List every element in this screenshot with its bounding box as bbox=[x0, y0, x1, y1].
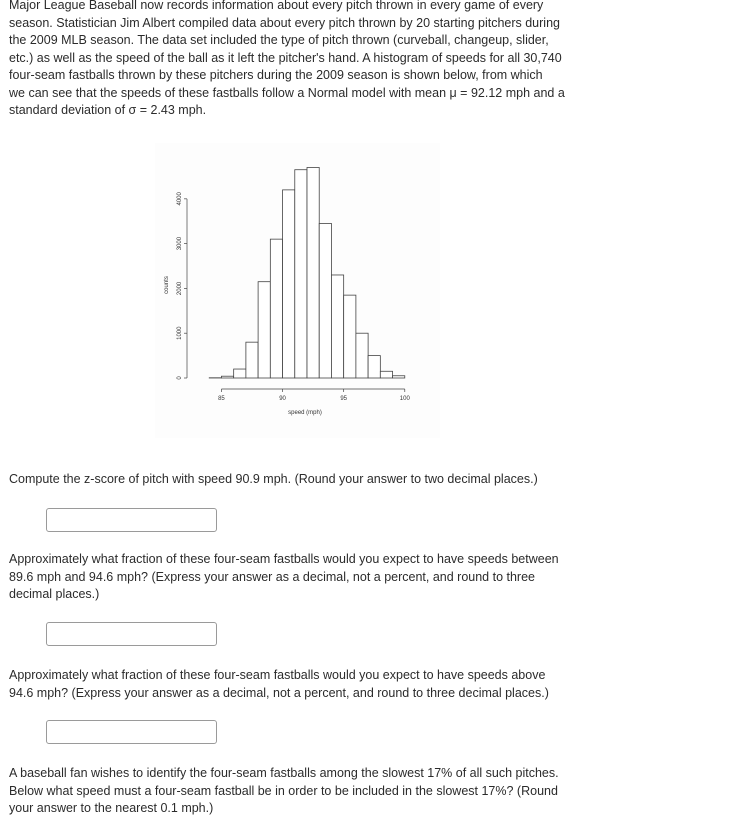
y-tick-label: 2000 bbox=[177, 281, 183, 296]
question-1-line: Compute the z-score of pitch with speed 90.9 mph. (Round your answer to two decimal places.) bbox=[9, 472, 538, 486]
histogram-bar-1 bbox=[221, 376, 233, 378]
histogram-bar-10 bbox=[331, 275, 343, 378]
question-4-line: your answer to the nearest 0.1 mph.) bbox=[9, 801, 214, 815]
histogram-bar-14 bbox=[380, 371, 392, 378]
speed-histogram bbox=[155, 143, 440, 438]
question-1 bbox=[9, 471, 609, 489]
histogram-bar-15 bbox=[393, 376, 405, 378]
question-2-line: decimal places.) bbox=[9, 587, 100, 601]
y-axis-title: counts bbox=[164, 276, 170, 294]
question-2-line: 89.6 mph and 94.6 mph? (Express your answer as a decimal, not a percent, and round to three bbox=[9, 569, 536, 584]
problem-intro bbox=[9, 0, 609, 120]
x-tick-label: 100 bbox=[399, 396, 410, 402]
y-tick-label: 3000 bbox=[177, 236, 183, 251]
question-4 bbox=[9, 765, 609, 818]
histogram-bar-3 bbox=[246, 342, 258, 378]
intro-line: we can see that the speeds of these fastballs follow a Normal model with mean μ = 92.12 mph and a bbox=[9, 85, 565, 100]
question-4-line: Below what speed must a four-seam fastball be in order to be included in the slowest 17%? (Round bbox=[9, 783, 558, 798]
intro-line: standard deviation of σ = 2.43 mph. bbox=[9, 103, 207, 117]
histogram-bar-5 bbox=[270, 239, 282, 378]
intro-line: four-seam fastballs thrown by these pitchers during the 2009 season is shown below, from which bbox=[9, 68, 543, 82]
question-4-line: A baseball fan wishes to identify the four-seam fastballs among the slowest 17% of all such pitches. bbox=[9, 766, 559, 780]
y-tick-label: 4000 bbox=[177, 192, 183, 206]
y-tick-label: 1000 bbox=[177, 326, 183, 340]
x-tick-label: 90 bbox=[279, 396, 286, 402]
answer-input-2[interactable] bbox=[46, 622, 217, 646]
x-tick-label: 85 bbox=[218, 396, 225, 402]
question-3 bbox=[9, 667, 609, 702]
histogram-bar-2 bbox=[234, 369, 246, 378]
question-2 bbox=[9, 551, 609, 604]
question-3-line: 94.6 mph? (Express your answer as a decimal, not a percent, and round to three decimal places.) bbox=[9, 685, 549, 700]
y-tick-label: 0 bbox=[177, 376, 183, 380]
histogram-bar-8 bbox=[307, 167, 319, 378]
histogram-bar-4 bbox=[258, 282, 270, 378]
answer-input-1[interactable] bbox=[46, 508, 217, 532]
intro-line: etc.) as well as the speed of the ball as it left the pitcher's hand. A histogram of speeds for all 30,740 bbox=[9, 50, 562, 65]
intro-line: the 2009 MLB season. The data set included the type of pitch thrown (curveball, changeup, slider, bbox=[9, 33, 549, 47]
intro-line: Major League Baseball now records information about every pitch thrown in every game of every bbox=[9, 0, 544, 12]
x-tick-label: 95 bbox=[340, 396, 348, 402]
histogram-bar-7 bbox=[295, 170, 307, 378]
histogram-bar-9 bbox=[319, 223, 331, 378]
histogram-bar-11 bbox=[344, 295, 356, 378]
intro-line: season. Statistician Jim Albert compiled data about every pitch thrown by 20 starting pitchers during bbox=[9, 15, 560, 30]
question-3-line: Approximately what fraction of these four-seam fastballs would you expect to have speeds above bbox=[9, 668, 546, 682]
question-2-line: Approximately what fraction of these four-seam fastballs would you expect to have speeds between bbox=[9, 552, 559, 566]
histogram-bar-12 bbox=[356, 333, 368, 378]
x-axis-title: speed (mph) bbox=[288, 410, 322, 416]
answer-input-3[interactable] bbox=[46, 720, 217, 744]
histogram-bar-13 bbox=[368, 356, 380, 378]
histogram-bar-6 bbox=[283, 190, 295, 378]
